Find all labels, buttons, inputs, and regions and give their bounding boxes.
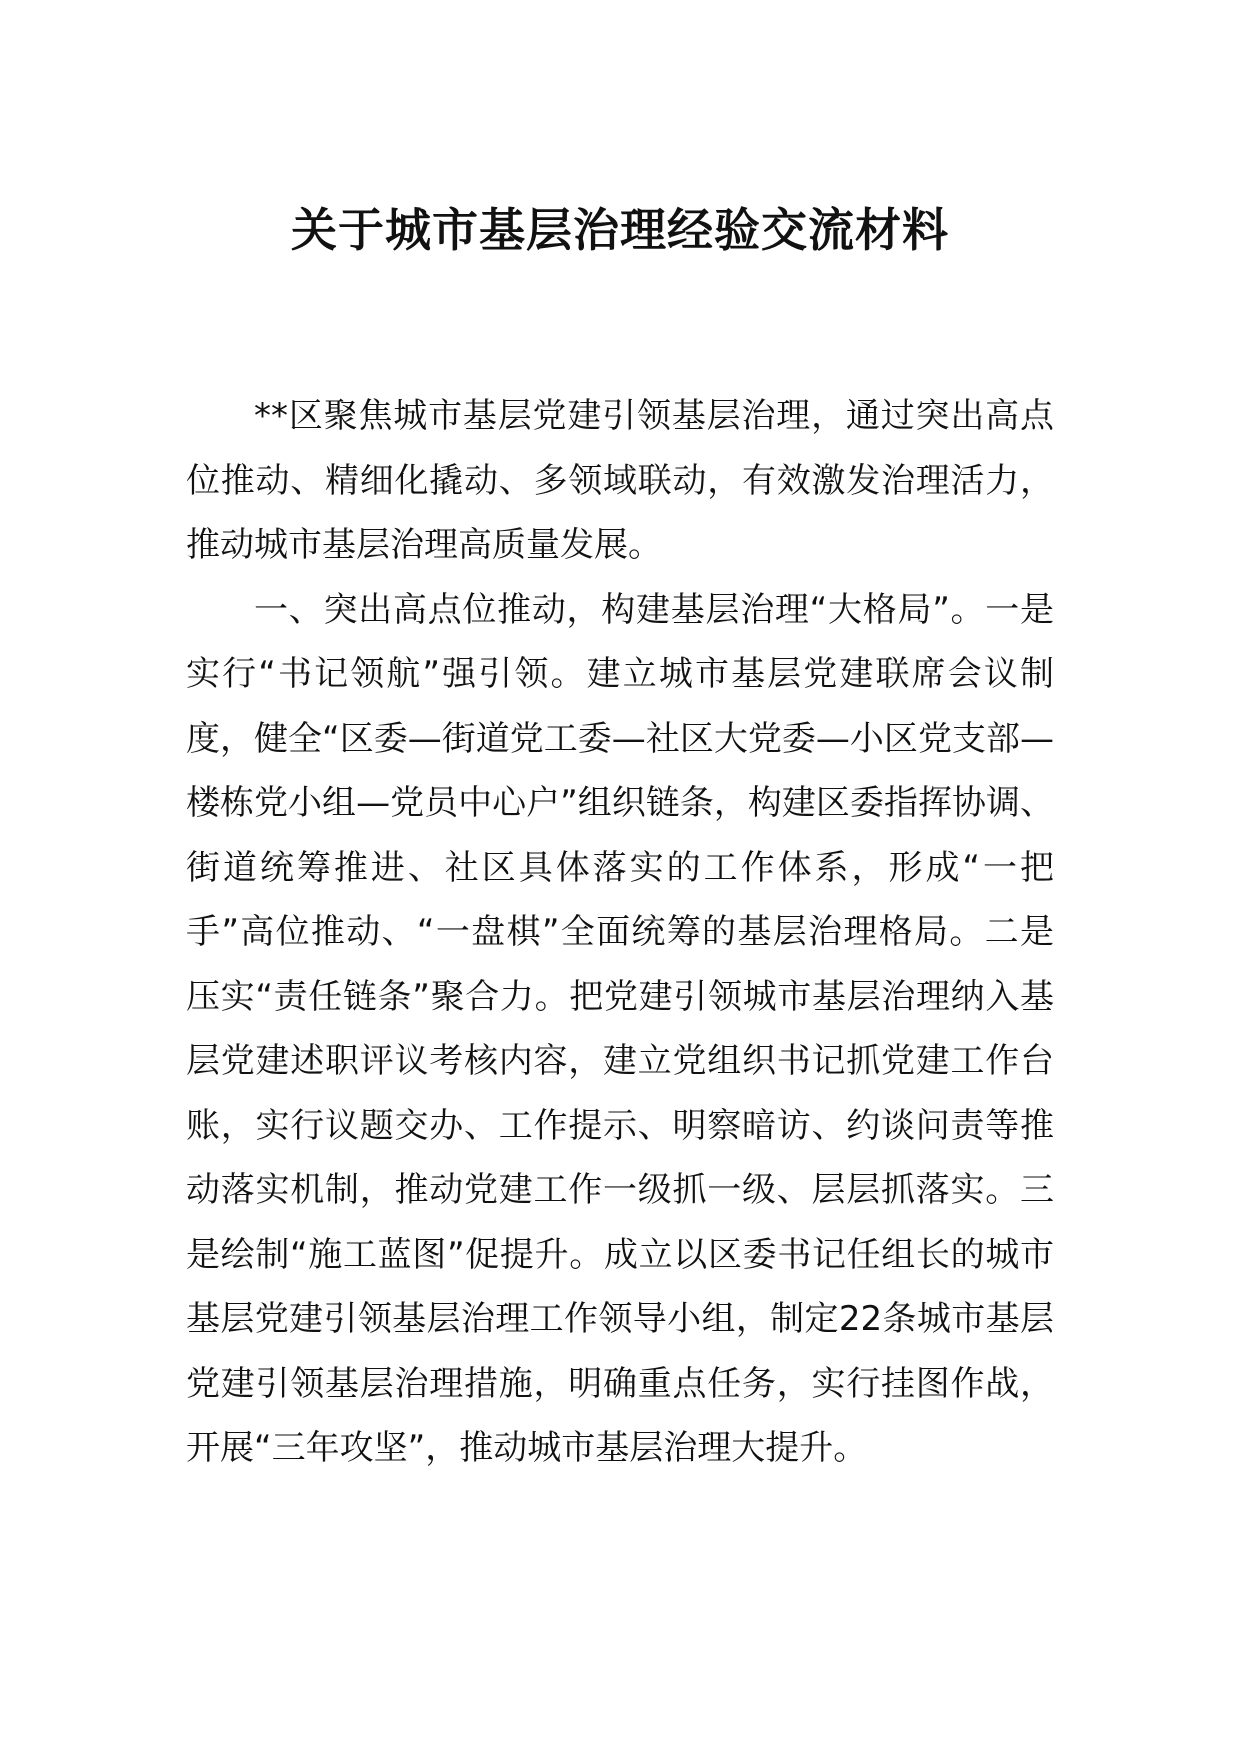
document-title: 关于城市基层治理经验交流材料 (291, 203, 949, 257)
document-body (186, 384, 1054, 1481)
intro-paragraph: **区聚焦城市基层党建引领基层治理，通过突出高点位推动、精细化撬动、多领域联动，有效激发治理活力，推动城市基层治理高质量发展。 (186, 396, 1054, 565)
section-one-paragraph: 一、突出高点位推动，构建基层治理“大格局”。一是实行“书记领航”强引领。建立城市基层党建联席会议制度，健全“区委—街道党工委—社区大党委—小区党支部—楼栋党小组—党员中心户”组织链条，构建区委指挥协调、街道统筹推进、社区具体落实的工作体系，形成“一把手”高位推动、“一盘棋”全面统筹的基层治理格局。二是压实“责任链条”聚合力。把党建引领城市基层治理纳入基层党建述职评议考核内容，建立党组织书记抓党建工作台账，实行议题交办、工作提示、明察暗访、约谈问责等推动落实机制，推动党建工作一级抓一级、层层抓落实。三是绘制“施工蓝图”促提升。成立以区委书记任组长的城市基层党建引领基层治理工作领导小组，制定22条城市基层党建引领基层治理措施，明确重点任务，实行挂图作战，开展“三年攻坚”，推动城市基层治理大提升。 (186, 589, 1054, 1468)
